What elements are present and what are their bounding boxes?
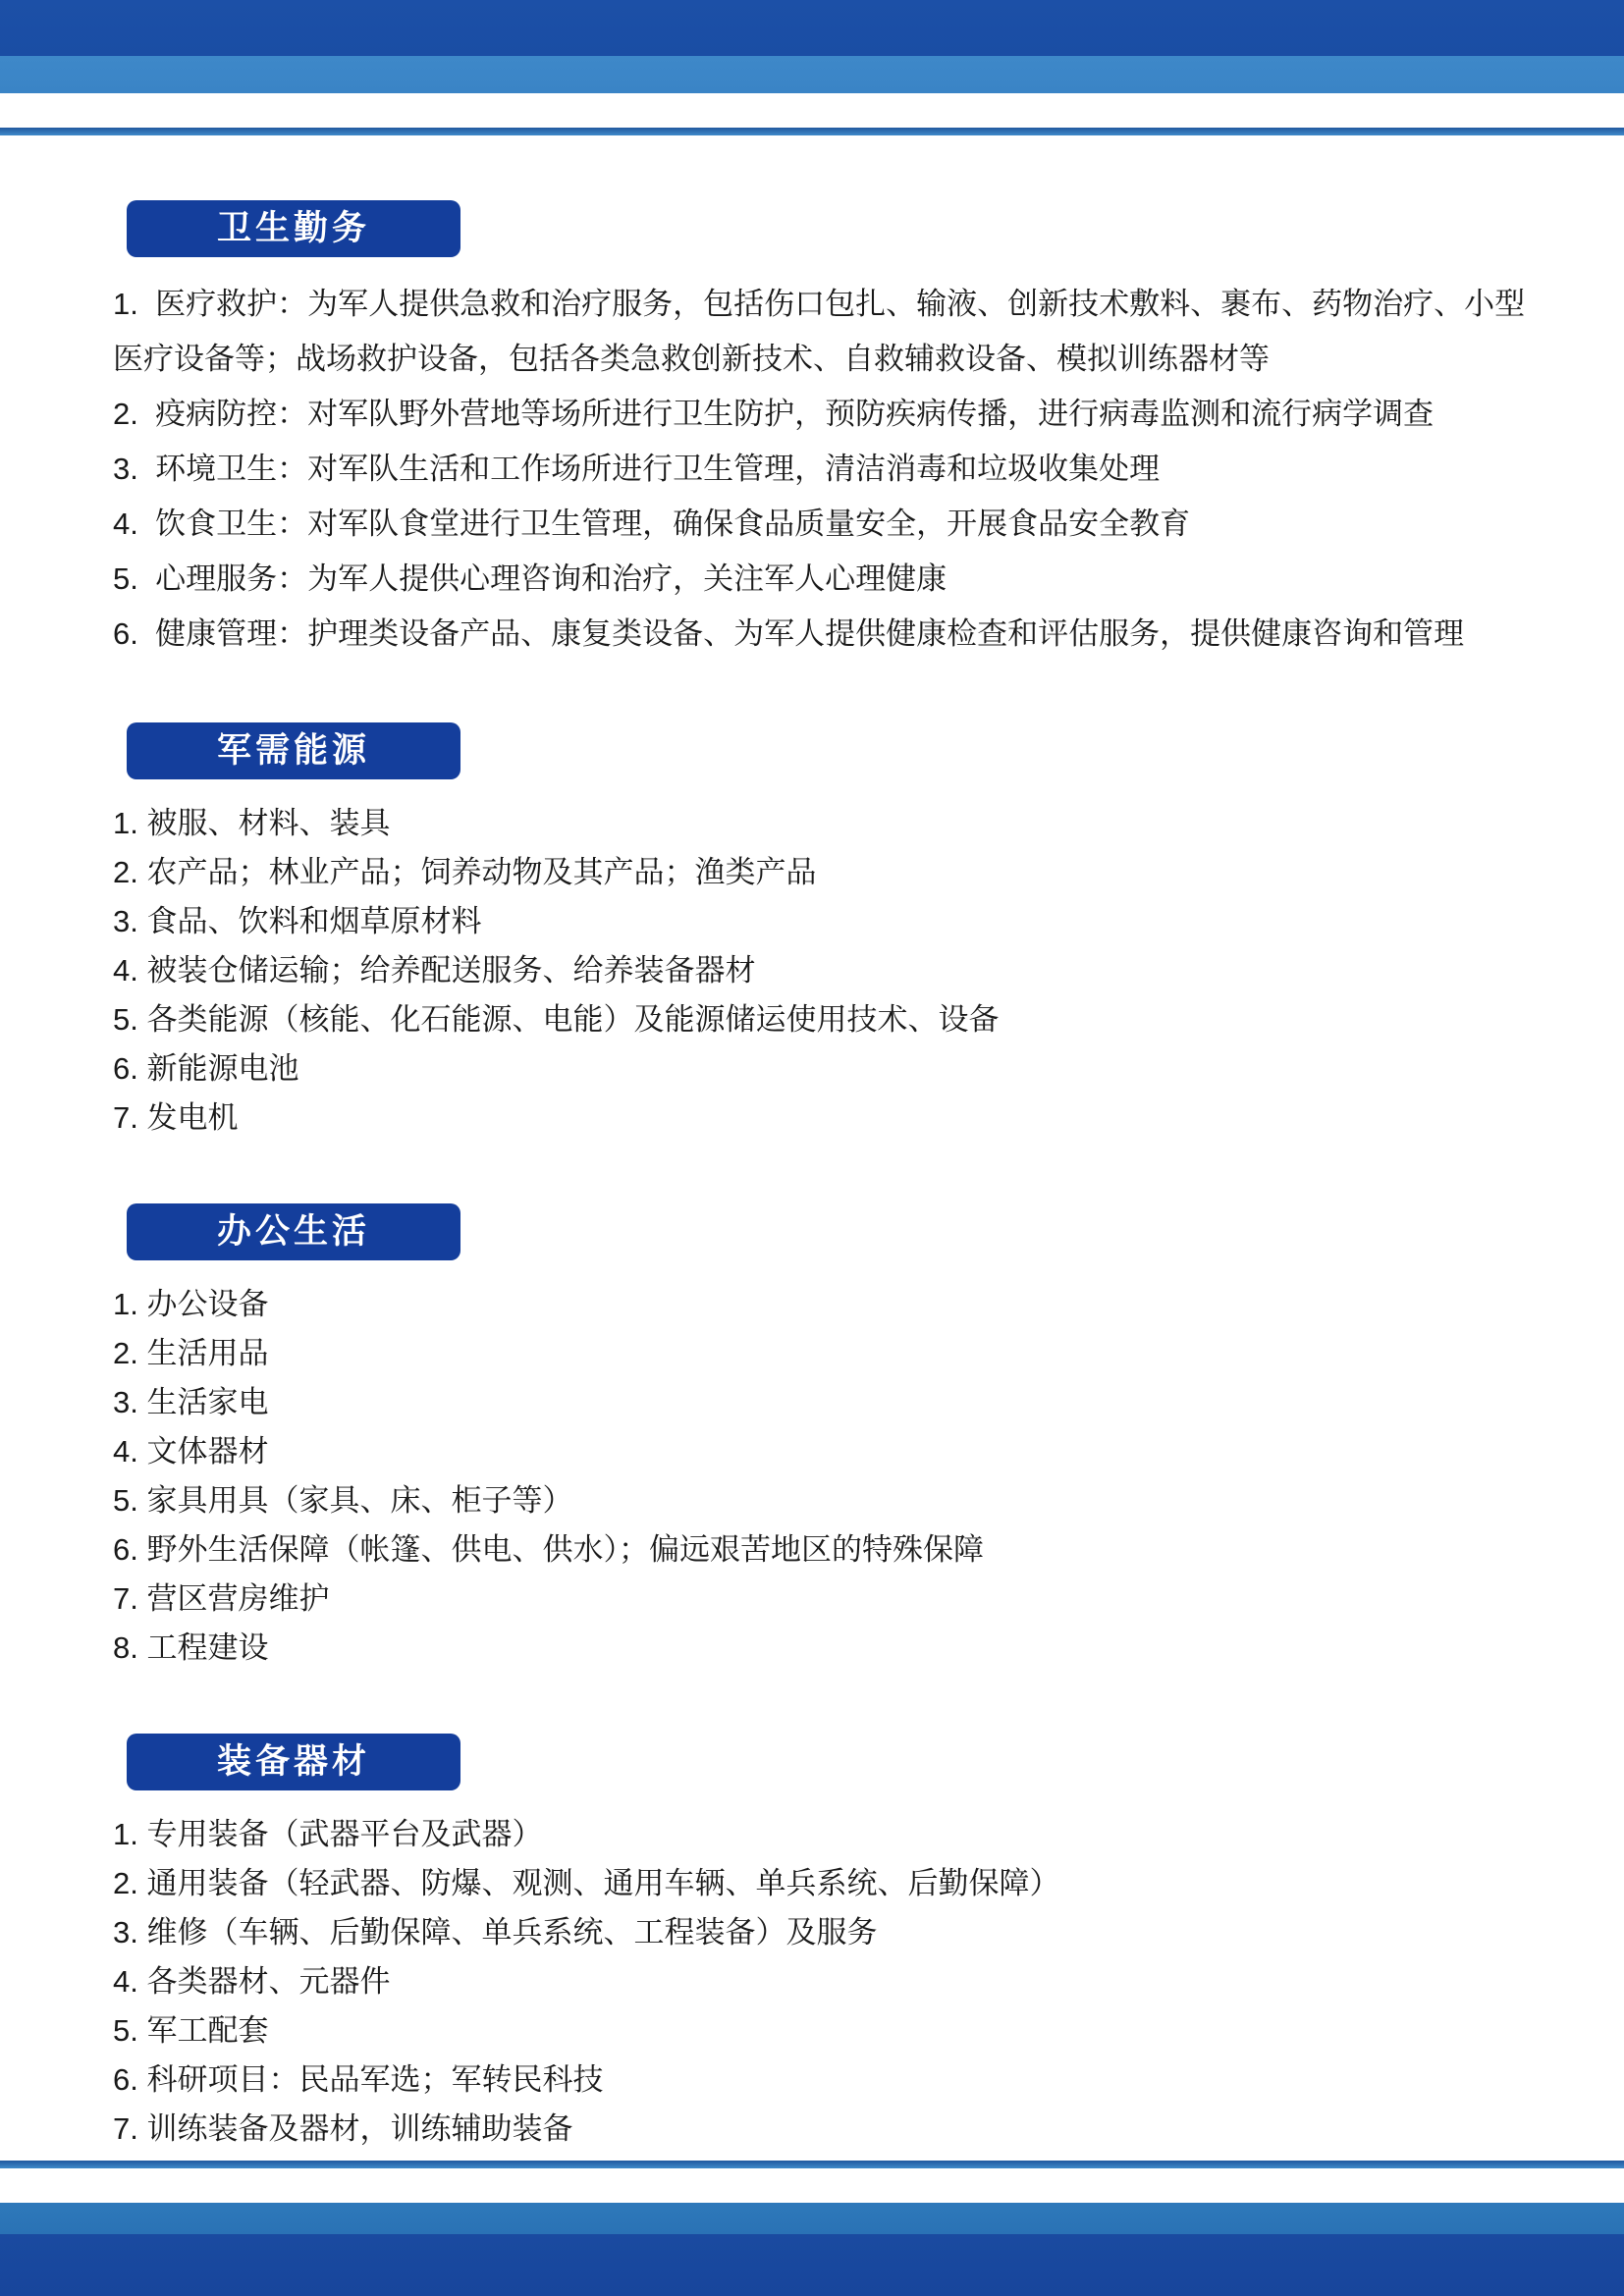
list-item: 1. 专用装备（武器平台及武器） (113, 1817, 543, 1851)
list-item: 1. 办公设备 (113, 1287, 269, 1321)
list-item: 6. 新能源电池 (113, 1051, 299, 1086)
list-item: 3. 生活家电 (113, 1385, 269, 1419)
section-title-badge: 办公生活 (127, 1203, 460, 1260)
section-office-life (113, 1203, 1537, 1673)
list-item: 5. 心理服务：为军人提供心理咨询和治疗，关注军人心理健康 (113, 561, 947, 596)
header-dark-band (0, 0, 1624, 56)
list-item: 3. 环境卫生：对军队生活和工作场所进行卫生管理，清洁消毒和垃圾收集处理 (113, 452, 1161, 486)
section-equipment (113, 1734, 1537, 2154)
list-item: 1. 被服、材料、装具 (113, 806, 391, 840)
list-item: 7. 营区营房维护 (113, 1581, 330, 1616)
section-item-list (113, 277, 1537, 662)
list-item: 8. 工程建设 (113, 1630, 269, 1665)
section-item-list (113, 1810, 1537, 2154)
list-item: 2. 农产品；林业产品；饲养动物及其产品；渔类产品 (113, 855, 817, 889)
list-item: 2. 通用装备（轻武器、防爆、观测、通用车辆、单兵系统、后勤保障） (113, 1866, 1060, 1900)
list-item: 5. 各类能源（核能、化石能源、电能）及能源储运使用技术、设备 (113, 1002, 1000, 1037)
section-item-list (113, 799, 1537, 1143)
list-item: 4. 文体器材 (113, 1434, 269, 1468)
list-item: 6. 科研项目：民品军选；军转民科技 (113, 2062, 604, 2097)
header-light-band (0, 56, 1624, 93)
list-item: 3. 维修（车辆、后勤保障、单兵系统、工程装备）及服务 (113, 1915, 878, 1949)
section-title-badge: 军需能源 (127, 722, 460, 779)
section-title-badge: 卫生勤务 (127, 200, 460, 257)
header-thin-rule (0, 128, 1624, 135)
list-item: 6. 健康管理：护理类设备产品、康复类设备、为军人提供健康检查和评估服务，提供健康咨询和管理 (113, 616, 1465, 651)
list-item: 2. 生活用品 (113, 1336, 269, 1370)
list-item: 7. 发电机 (113, 1100, 239, 1135)
list-item: 2. 疫病防控：对军队野外营地等场所进行卫生防护，预防疾病传播，进行病毒监测和流行病学调查 (113, 397, 1435, 431)
list-item: 7. 训练装备及器材，训练辅助装备 (113, 2111, 573, 2146)
list-item: 4. 被装仓储运输；给养配送服务、给养装备器材 (113, 953, 756, 988)
section-supplies-energy (113, 722, 1537, 1143)
footer-light-band (0, 2203, 1624, 2234)
list-item: 3. 食品、饮料和烟草原材料 (113, 904, 482, 938)
section-item-list (113, 1280, 1537, 1673)
list-item: 4. 饮食卫生：对军队食堂进行卫生管理，确保食品质量安全，开展食品安全教育 (113, 507, 1191, 541)
list-item: 5. 家具用具（家具、床、柜子等） (113, 1483, 573, 1518)
list-item: 4. 各类器材、元器件 (113, 1964, 391, 1999)
page-content (113, 135, 1537, 2154)
list-item: 1. 医疗救护：为军人提供急救和治疗服务，包括伤口包扎、输液、创新技术敷料、裹布、药物治疗、小型医疗设备等；战场救护设备，包括各类急救创新技术、自救辅救设备、模拟训练器材等 (113, 287, 1526, 376)
footer-thin-rule (0, 2161, 1624, 2168)
footer-dark-band (0, 2234, 1624, 2296)
section-title-badge: 装备器材 (127, 1734, 460, 1790)
list-item: 6. 野外生活保障（帐篷、供电、供水）；偏远艰苦地区的特殊保障 (113, 1532, 984, 1567)
section-health-services (113, 200, 1537, 662)
list-item: 5. 军工配套 (113, 2013, 269, 2048)
